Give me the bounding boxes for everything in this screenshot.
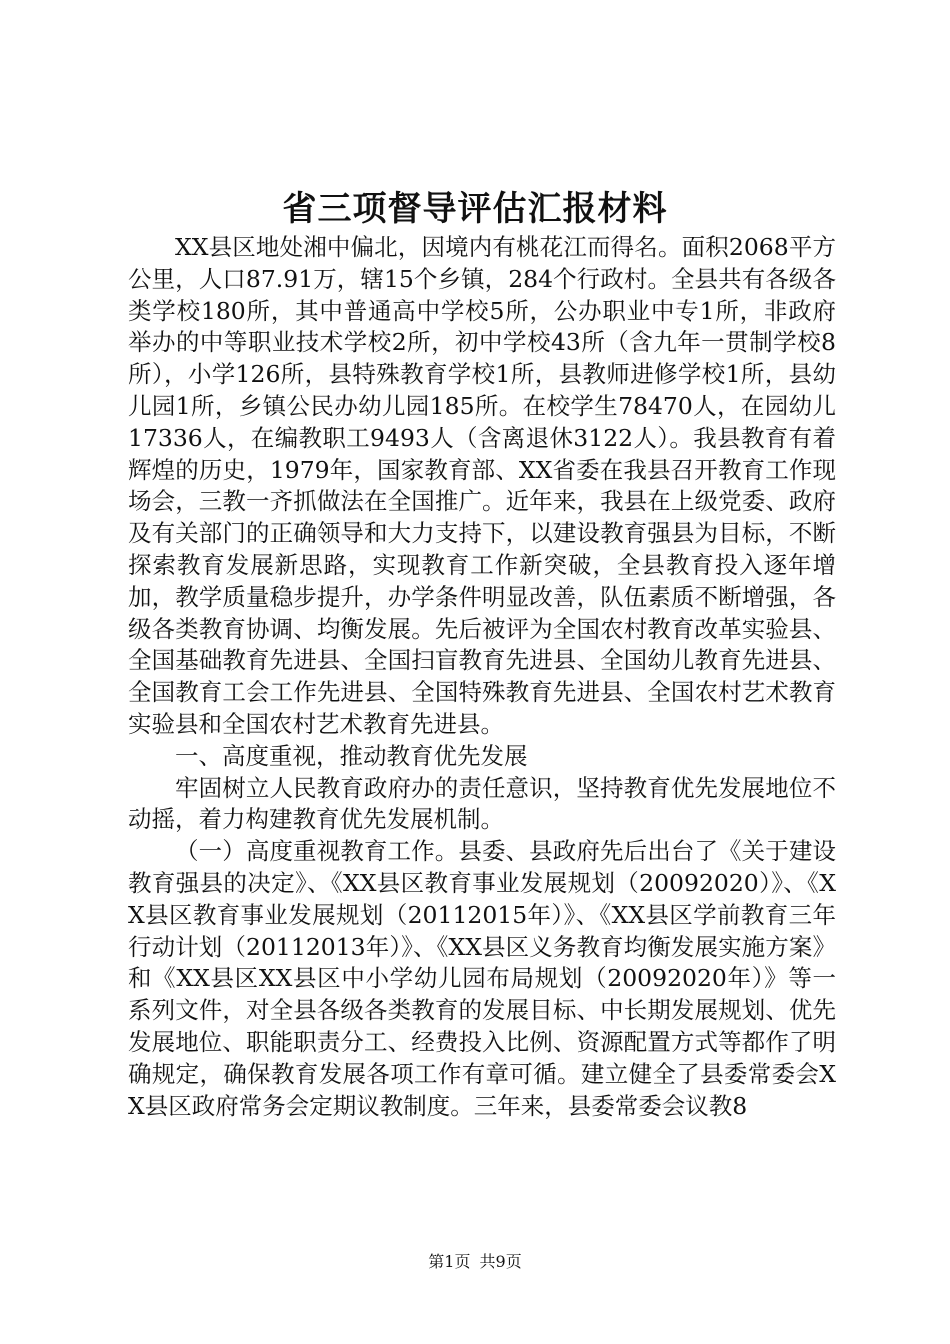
section-heading: 一、高度重视，推动教育优先发展 <box>175 741 528 770</box>
page-footer <box>0 1251 950 1273</box>
document-body <box>128 232 836 1122</box>
page-total: 共9页 <box>479 1252 522 1271</box>
subsection-paragraph: （一）高度重视教育工作。县委、县政府先后出台了《关于建设教育强县的决定》、《XX县区教育事业发展规划（20092020）》、《XX县区教育事业发展规划（20112015年）》、《XX县区学前教育三年行动计划（20112013年）》、《XX县区义务教育均衡发展实施方案》和《XX县区XX县区中小学幼儿园布局规划（20092020年）》等一系列文件，对全县各级各类教育的发展目标、中长期发展规划、优先发展地位、职能职责分工、经费投入比例、资源配置方式等都作了明确规定，确保教育发展各项工作有章可循。建立健全了县委常委会XX县区政府常务会定期议教制度。三年来，县委常委会议教8 <box>128 837 836 1120</box>
section-paragraph: 牢固树立人民教育政府办的责任意识，坚持教育优先发展地位不动摇，着力构建教育优先发展机制。 <box>128 773 836 834</box>
document-title: 省三项督导评估汇报材料 <box>282 189 668 229</box>
page-number: 第1页 <box>428 1252 471 1271</box>
intro-paragraph: XX县区地处湘中偏北，因境内有桃花江而得名。面积2068平方公里，人口87.91万，辖15个乡镇，284个行政村。全县共有各级各类学校180所，其中普通高中学校5所，公办职业中专1所，非政府举办的中等职业技术学校2所，初中学校43所（含九年一贯制学校8所），小学126所，县特殊教育学校1所，县教师进修学校1所，县幼儿园1所，乡镇公民办幼儿园185所。在校学生78470人，在园幼儿17336人，在编教职工9493人（含离退休3122人）。我县教育有着辉煌的历史，1979年，国家教育部、XX省委在我县召开教育工作现场会，三教一齐抓做法在全国推广。近年来，我县在上级党委、政府及有关部门的正确领导和大力支持下，以建设教育强县为目标，不断探索教育发展新思路，实现教育工作新突破，全县教育投入逐年增加，教学质量稳步提升，办学条件明显改善，队伍素质不断增强，各级各类教育协调、均衡发展。先后被评为全国农村教育改革实验县、全国基础教育先进县、全国扫盲教育先进县、全国幼儿教育先进县、全国教育工会工作先进县、全国特殊教育先进县、全国农村艺术教育实验县和全国农村艺术教育先进县。 <box>128 233 836 738</box>
